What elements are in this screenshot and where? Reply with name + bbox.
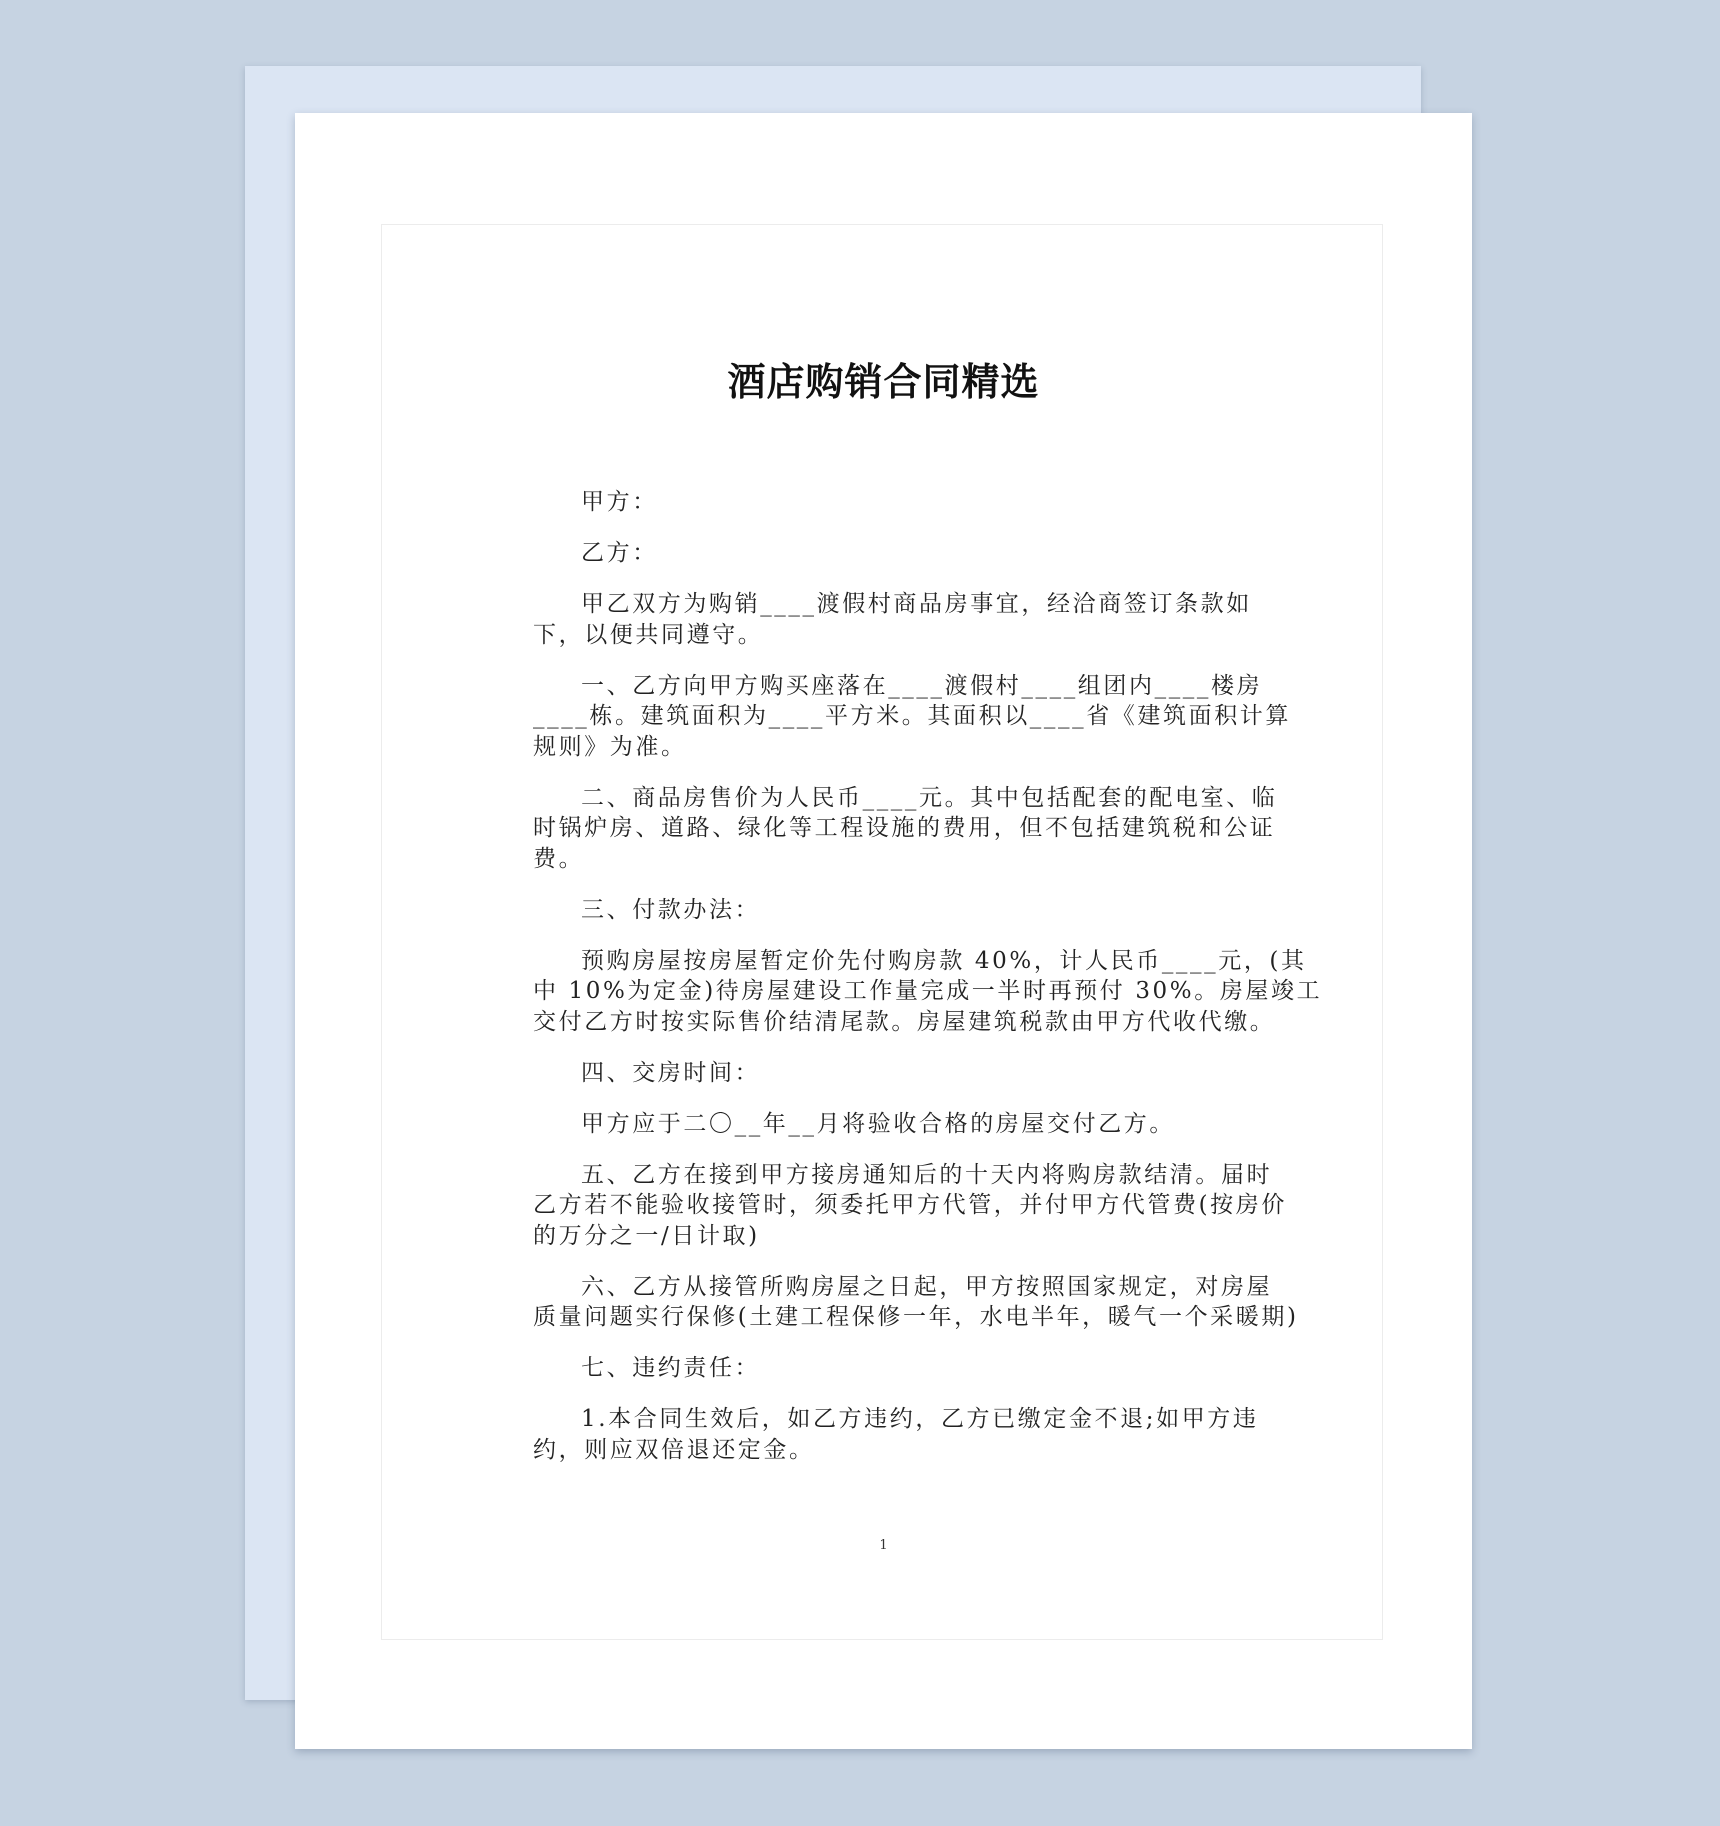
paragraph <box>533 946 1323 1038</box>
paragraph-line: 费。 <box>533 845 585 872</box>
paragraph <box>533 538 1253 569</box>
paragraph-line: 预购房屋按房屋暂定价先付购房款 40%，计人民币____元，(其 <box>581 947 1307 974</box>
paragraph-line: 二、商品房售价为人民币____元。其中包括配套的配电室、临 <box>581 784 1278 811</box>
paragraph-line: 四、交房时间： <box>581 1059 761 1086</box>
paragraph-line: 约，则应双倍退还定金。 <box>533 1436 815 1463</box>
paragraph-line: 的万分之一/日计取) <box>533 1222 760 1249</box>
paragraph-line: 甲乙双方为购销____渡假村商品房事宜，经洽商签订条款如 <box>581 591 1252 617</box>
paragraph <box>533 895 1253 926</box>
paragraph <box>533 487 1253 518</box>
paragraph <box>533 1404 1259 1465</box>
paragraph-line: 规则》为准。 <box>533 733 687 760</box>
paragraph <box>533 1272 1299 1333</box>
paragraph <box>533 1058 1253 1089</box>
paragraph <box>533 589 1253 650</box>
paragraph-line: 质量问题实行保修(土建工程保修一年，水电半年，暖气一个采暖期) <box>533 1304 1299 1330</box>
paragraph-line: 乙方若不能验收接管时，须委托甲方代管，并付甲方代管费(按房价 <box>533 1192 1287 1218</box>
document-page <box>295 113 1472 1749</box>
paragraph <box>533 1353 1253 1384</box>
paragraph-line: 甲方： <box>581 489 658 515</box>
paragraph <box>533 1160 1287 1252</box>
page-number: 1 <box>879 1538 888 1553</box>
paragraph <box>533 783 1278 875</box>
paragraph-line: 六、乙方从接管所购房屋之日起，甲方按照国家规定，对房屋 <box>581 1273 1273 1300</box>
paragraph-line: 乙方： <box>581 540 658 566</box>
paragraph-line: 时锅炉房、道路、绿化等工程设施的费用，但不包括建筑税和公证 <box>533 815 1276 841</box>
paragraph <box>533 1109 1253 1140</box>
paragraph <box>533 671 1291 763</box>
paragraph-line: 中 10%为定金)待房屋建设工作量完成一半时再预付 30%。房屋竣工 <box>533 978 1323 1004</box>
paragraph-line: 下，以便共同遵守。 <box>533 621 764 648</box>
paragraph-line: 甲方应于二〇__年__月将验收合格的房屋交付乙方。 <box>581 1110 1175 1137</box>
paragraph-line: 一、乙方向甲方购买座落在____渡假村____组团内____楼房 <box>581 672 1263 699</box>
document-body <box>533 487 1323 1486</box>
paragraph-line: 五、乙方在接到甲方接房通知后的十天内将购房款结清。届时 <box>581 1161 1273 1188</box>
paragraph-line: ____栋。建筑面积为____平方米。其面积以____省《建筑面积计算 <box>533 703 1291 729</box>
paragraph-line: 三、付款办法： <box>581 896 761 923</box>
document-title: 酒店购销合同精选 <box>727 360 1040 404</box>
paragraph-line: 1.本合同生效后，如乙方违约，乙方已缴定金不退;如甲方违 <box>581 1406 1259 1432</box>
paragraph-line: 七、违约责任： <box>581 1355 761 1381</box>
paragraph-line: 交付乙方时按实际售价结清尾款。房屋建筑税款由甲方代收代缴。 <box>533 1008 1276 1035</box>
